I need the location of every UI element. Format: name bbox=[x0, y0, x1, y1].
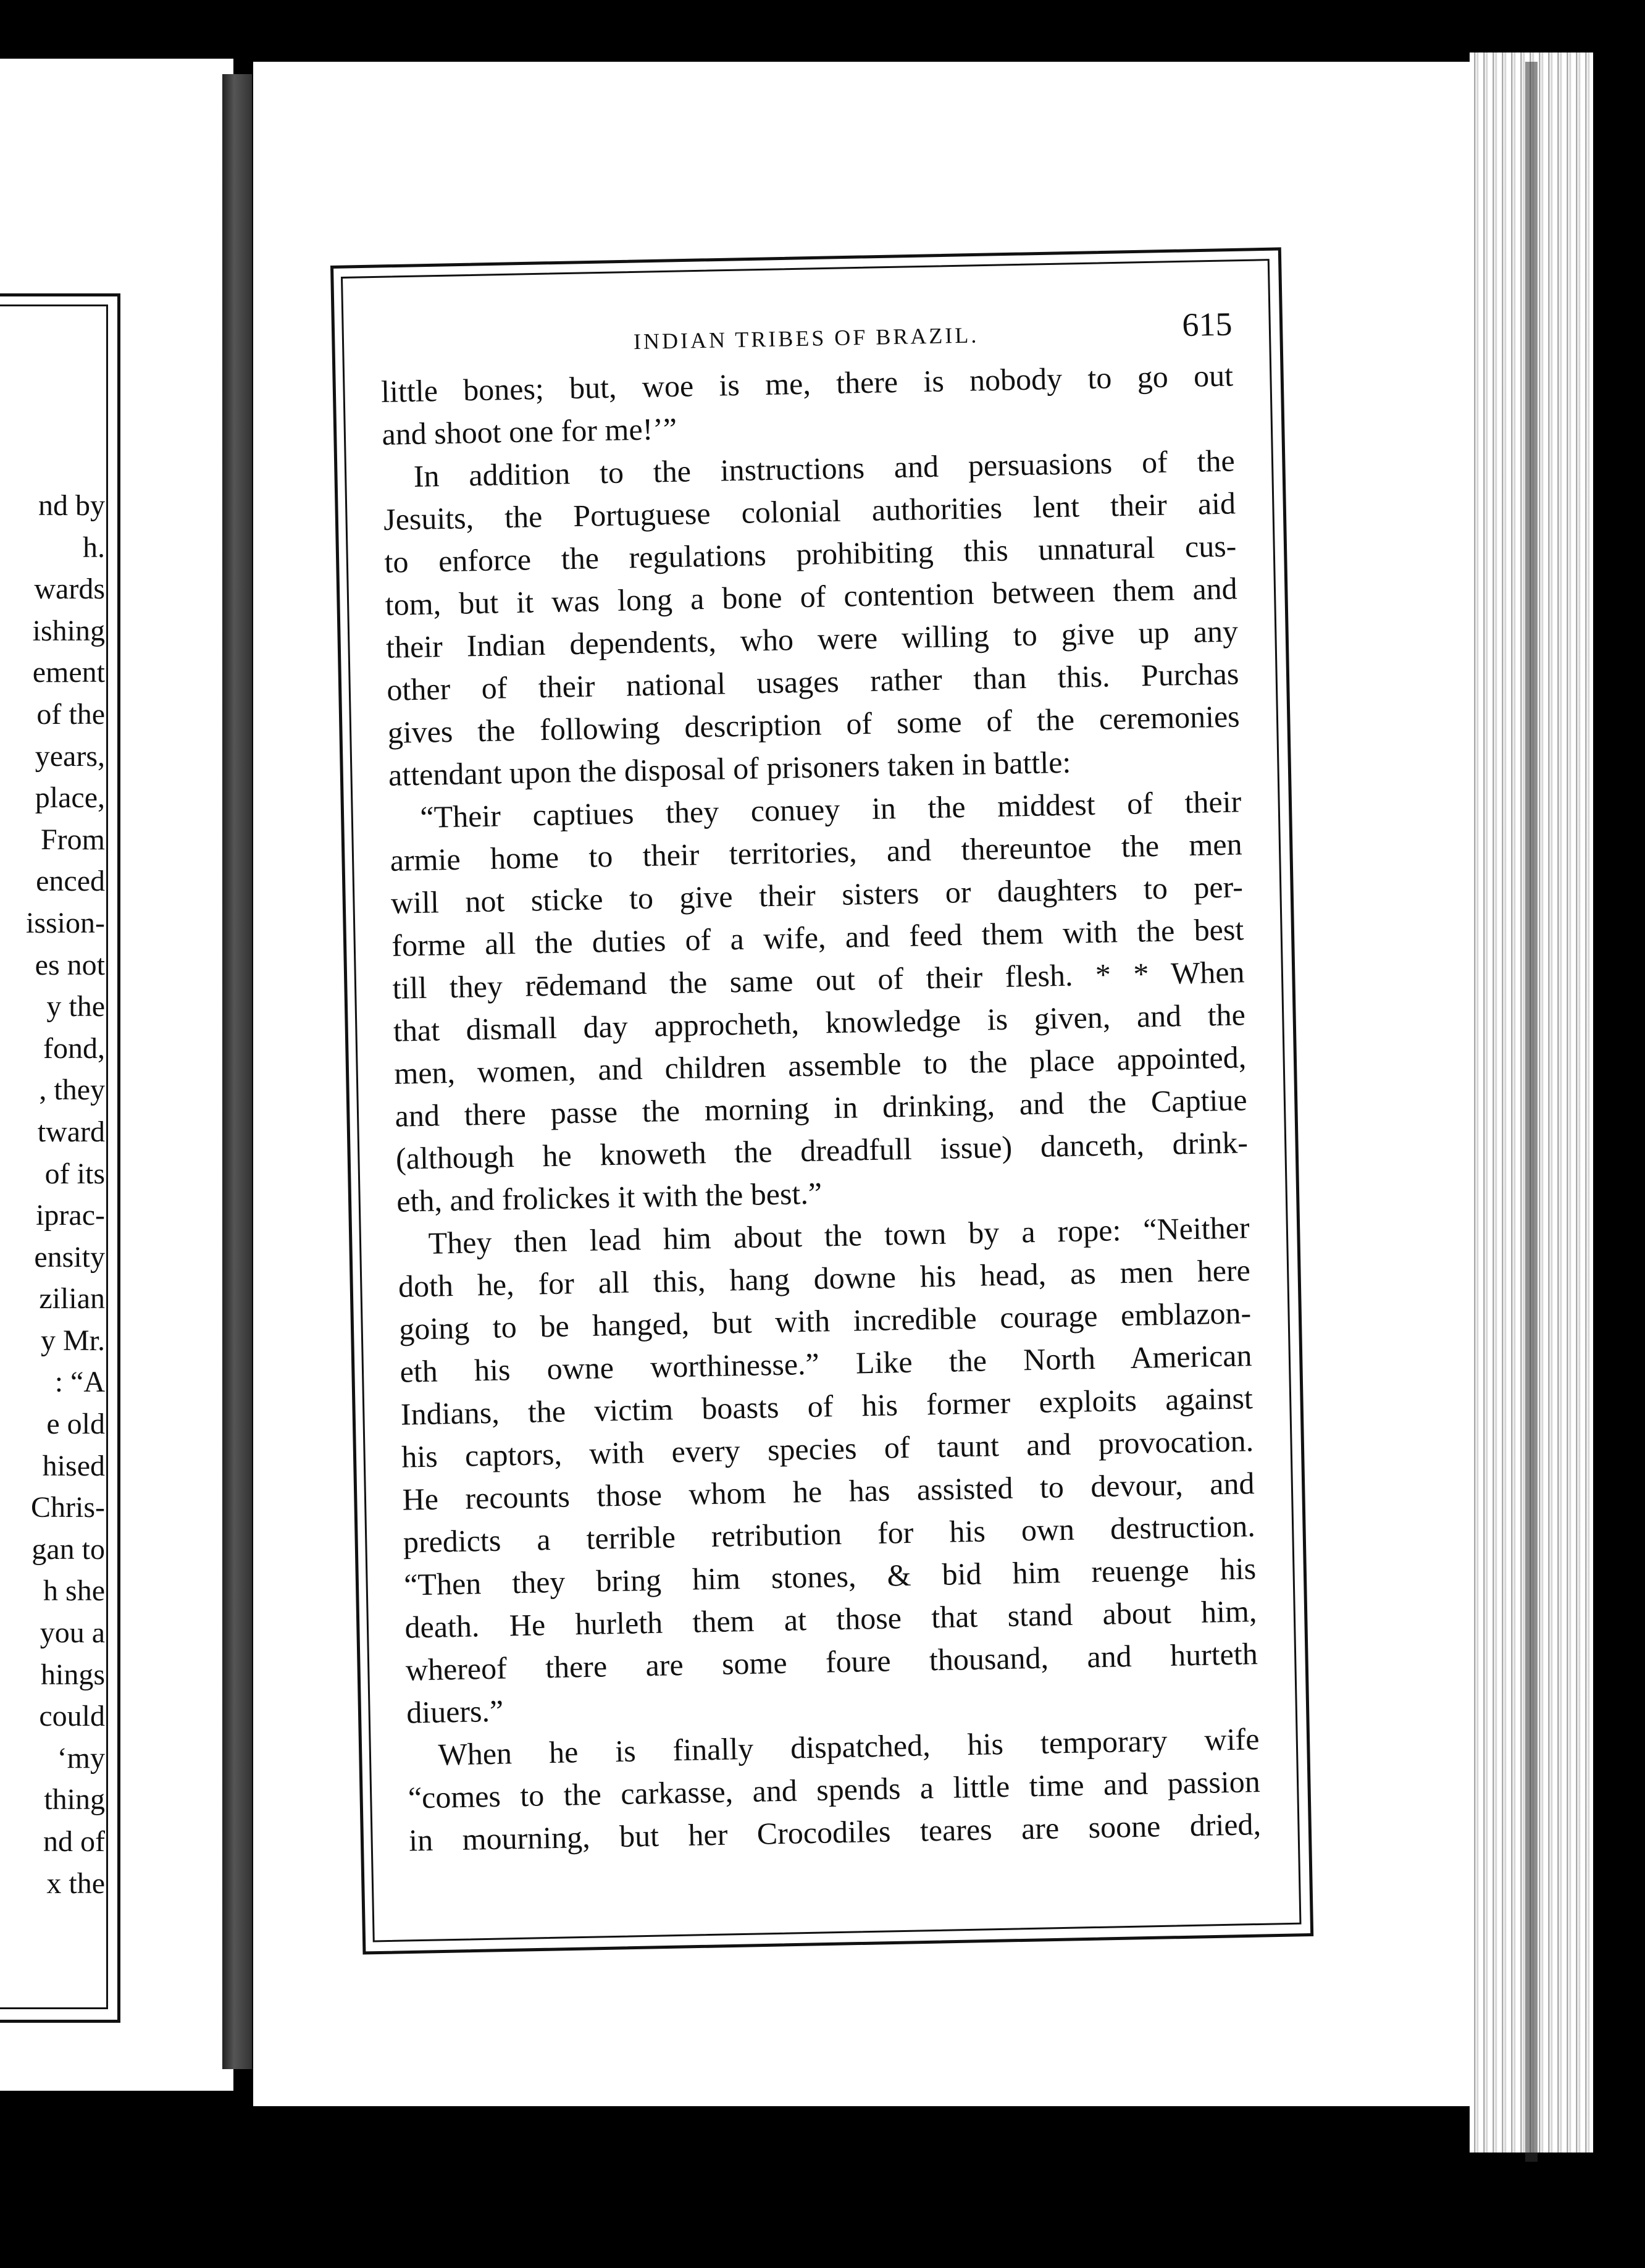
left-facing-page bbox=[0, 59, 233, 2091]
left-text-line: zilian bbox=[39, 1282, 105, 1316]
left-text-line: you a bbox=[40, 1616, 105, 1650]
left-text-line: iprac- bbox=[36, 1199, 105, 1232]
left-text-line: fond, bbox=[43, 1031, 105, 1065]
left-text-line: ‘my bbox=[57, 1741, 105, 1774]
left-text-line: y the bbox=[46, 990, 105, 1023]
page-edge-shadow bbox=[1525, 62, 1538, 2162]
left-text-line: hings bbox=[40, 1658, 105, 1691]
body-text bbox=[381, 354, 1262, 1862]
left-text-line: h she bbox=[43, 1574, 105, 1608]
left-text-line: could bbox=[39, 1700, 105, 1733]
left-text-line: of its bbox=[44, 1157, 105, 1190]
left-text-line: nd of bbox=[43, 1825, 105, 1858]
left-text-line: of the bbox=[36, 697, 105, 731]
text-line: men, women, and children assemble to the place appointed, bbox=[393, 1040, 1247, 1091]
left-text-line: , they bbox=[39, 1073, 105, 1107]
left-text-line: ensity bbox=[34, 1240, 105, 1274]
text-line: tom, but it was long a bone of contention between them and bbox=[385, 571, 1238, 622]
text-line: will not sticke to give their sisters or daughters to per- bbox=[390, 869, 1244, 920]
left-text-line: x the bbox=[46, 1867, 105, 1900]
left-page-text bbox=[0, 485, 105, 1904]
text-block bbox=[380, 305, 1262, 1862]
text-line: other of their national usages rather than this. Purchas bbox=[386, 656, 1239, 707]
text-line: diuers.” bbox=[406, 1693, 504, 1730]
left-text-line: ement bbox=[32, 656, 105, 689]
left-text-line: enced bbox=[36, 865, 105, 898]
book-gutter bbox=[222, 74, 252, 2069]
text-line: and there passe the morning in drinking, and the Captiue bbox=[395, 1082, 1247, 1133]
running-head-title: INDIAN TRIBES OF BRAZIL. bbox=[633, 322, 979, 355]
text-line: When he is finally dispatched, his temporary wife bbox=[438, 1721, 1260, 1772]
text-line: He recounts those whom he has assisted to devour, and bbox=[402, 1466, 1255, 1517]
left-text-line: ishing bbox=[32, 614, 105, 647]
left-text-line: wards bbox=[34, 573, 105, 606]
left-text-line: From bbox=[40, 823, 105, 856]
left-text-line: hised bbox=[42, 1449, 105, 1482]
text-line: “comes to the carkasse, and spends a little time and passion bbox=[408, 1764, 1261, 1815]
text-line: eth, and frolickes it with the best.” bbox=[396, 1175, 822, 1219]
text-line: to enforce the regulations prohibiting this unnatural cus- bbox=[383, 528, 1237, 579]
left-text-line: ission- bbox=[25, 906, 105, 939]
left-text-line: nd by bbox=[38, 489, 105, 522]
left-text-line: : “A bbox=[54, 1366, 105, 1399]
text-line: eth his owne worthinesse.” Like the North American bbox=[400, 1338, 1252, 1389]
left-text-line: tward bbox=[37, 1115, 105, 1148]
text-line: armie home to their territories, and thereuntoe the men bbox=[390, 826, 1243, 878]
text-line: Indians, the victim boasts of his former exploits against bbox=[400, 1380, 1254, 1432]
text-line: his captors, with every species of taunt and provocation. bbox=[401, 1423, 1254, 1474]
page-number: 615 bbox=[1181, 305, 1233, 344]
text-line: doth he, for all this, hang downe his head, as men here bbox=[398, 1253, 1251, 1304]
text-line: death. He hurleth them at those that stand about him, bbox=[404, 1594, 1257, 1645]
text-line: “Their captiues they conuey in the middest of their bbox=[419, 784, 1242, 834]
text-line: In addition to the instructions and persuasions of the bbox=[413, 443, 1236, 494]
left-text-line: thing bbox=[44, 1783, 105, 1816]
left-text-line: y Mr. bbox=[40, 1324, 105, 1357]
left-text-line: place, bbox=[35, 781, 105, 815]
text-line: predicts a terrible retribution for his own destruction. bbox=[403, 1508, 1256, 1560]
text-line: forme all the duties of a wife, and feed them with the best bbox=[391, 912, 1244, 963]
text-line: in mourning, but her Crocodiles teares are soone dried, bbox=[408, 1807, 1262, 1858]
left-text-line: h. bbox=[83, 531, 105, 564]
left-text-line: e old bbox=[46, 1408, 105, 1441]
text-line: till they rēdemand the same out of their flesh. * * When bbox=[392, 954, 1245, 1006]
text-line: going to be hanged, but with incredible courage emblazon- bbox=[398, 1295, 1252, 1346]
text-line: gives the following description of some of the ceremonies bbox=[387, 699, 1241, 750]
text-line: that dismall day approcheth, knowledge is given, and the bbox=[393, 997, 1246, 1048]
left-text-line: years, bbox=[35, 739, 105, 773]
text-line: “Then they bring him stones, & bid him reuenge his bbox=[403, 1551, 1257, 1602]
text-line: little bones; but, woe is me, there is nobody to go out bbox=[380, 358, 1234, 409]
text-line: Jesuits, the Portuguese colonial authorities lent their aid bbox=[383, 485, 1236, 537]
text-line: (although he knoweth the dreadfull issue) danceth, drink- bbox=[395, 1125, 1249, 1176]
text-line: whereof there are some foure thousand, and hurteth bbox=[405, 1636, 1258, 1687]
text-line: their Indian dependents, who were willing to give up any bbox=[385, 613, 1239, 665]
text-line: They then lead him about the town by a rope: “Neither bbox=[428, 1210, 1250, 1261]
left-text-line: gan to bbox=[31, 1532, 105, 1566]
left-text-line: Chris- bbox=[31, 1491, 105, 1524]
text-line: and shoot one for me!’” bbox=[381, 411, 677, 452]
left-text-line: es not bbox=[35, 948, 105, 981]
text-line: attendant upon the disposal of prisoners taken in battle: bbox=[388, 744, 1071, 792]
